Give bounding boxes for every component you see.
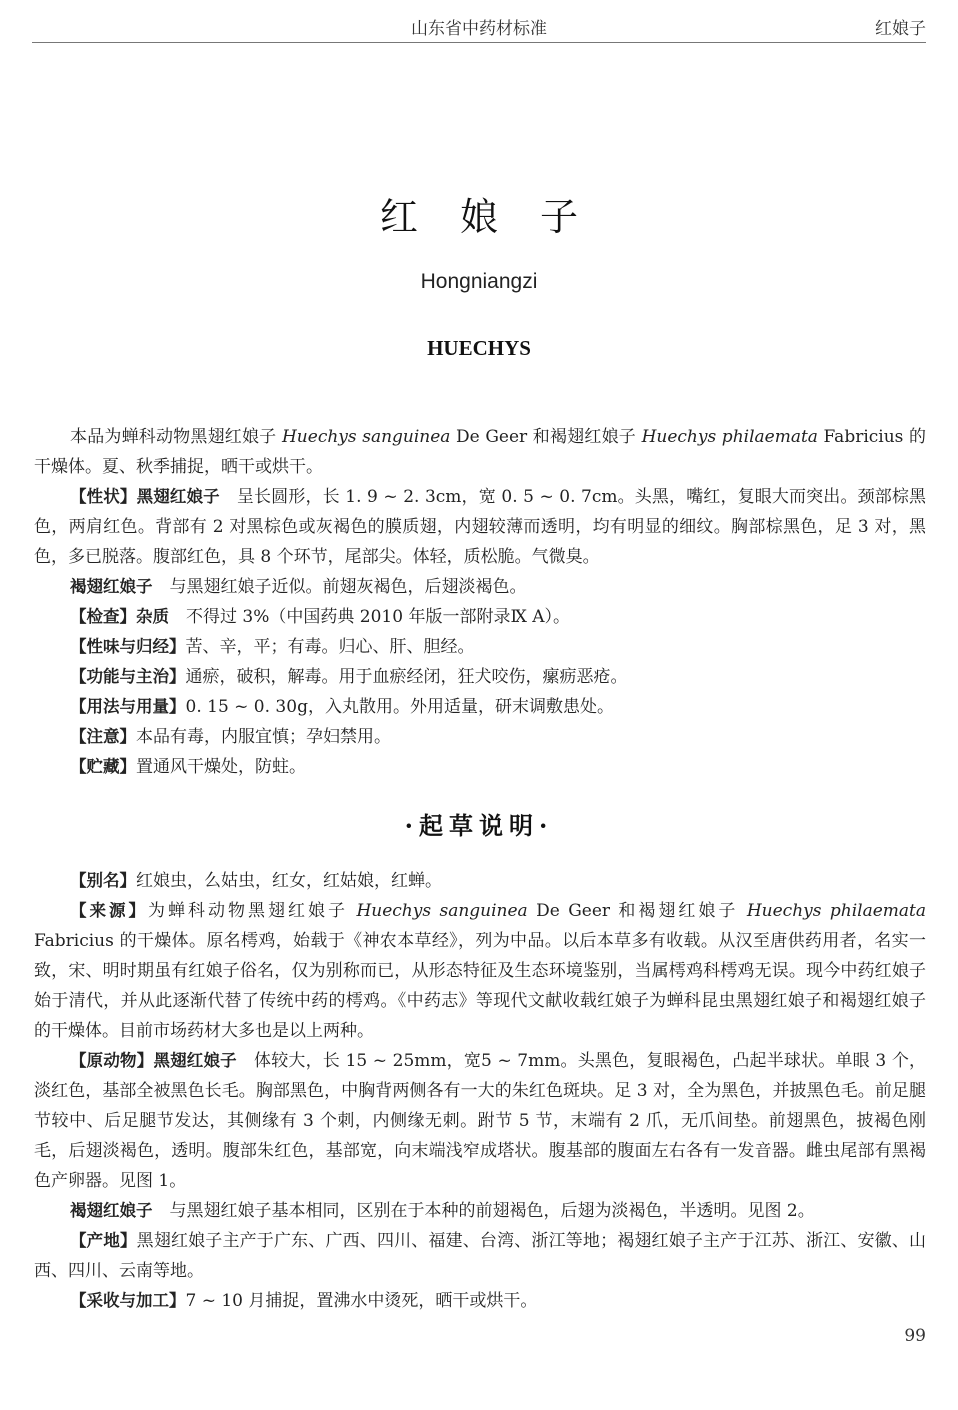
section-text: 0. 15 ~ 0. 30g，入丸散用。外用适量，研末调敷患处。 [185, 697, 614, 717]
section-text: 7 ~ 10 月捕捉，置沸水中烫死，晒干或烘干。 [185, 1291, 538, 1311]
species-name: Huechys philaemata [746, 901, 927, 921]
section-text: 红娘虫，么姑虫，红女，红姑娘，红蝉。 [136, 871, 442, 891]
paragraph-zhuyi [34, 722, 926, 752]
page-title-chinese: 红娘子 [379, 195, 620, 239]
section-label: 【原动物】 [70, 1051, 154, 1070]
paragraph-xingwei [34, 632, 926, 662]
paragraph-hechi-detail [34, 1196, 926, 1226]
section-text: 呈长圆形，长 1. 9 ~ 2. 3cm，宽 0. 5 ~ 0. 7cm。头黑，嘴红，复眼大而突出。颈部棕黑色，两肩红色。背部有 2 对黑棕色或灰褐色的膜质翅，内翅较薄而透明，均有明显的细纹。胸部棕黑色，足 3 对，黑色，多已脱落。腹部红色，具 8 个环节，尾部尖。体轻，质松脆。气微臭。 [34, 487, 927, 567]
paragraph-xingzhuang [34, 482, 926, 572]
section-title: ·起草说明· [404, 811, 554, 840]
section-text: 通瘀，破积，解毒。用于血瘀经闭，狂犬咬伤，瘰疬恶疮。 [185, 667, 628, 687]
paragraph-yuandongwu [34, 1046, 926, 1196]
paragraph-intro [34, 422, 926, 482]
page-title-pinyin: Hongniangzi [420, 270, 538, 293]
section-text: 体较大，长 15 ~ 25mm，宽5 ~ 7mm。头黑色，复眼褐色，凸起半球状。单眼 3 个，淡红色，基部全被黑色长毛。胸部黑色，中胸背两侧各有一大的朱红色斑块。足 3 对，全为黑色，并披黑色毛。前足腿节较中、后足腿节发达，其侧缘有 3 个刺，内侧缘无刺。跗节 5 节，末端有 2 爪，无爪间垫。前翅黑色，披褐色刚毛，后翅淡褐色，透明。腹部朱红色，基部宽，向末端浅窄成塔状。腹基部的腹面左右各有一发音器。雌虫尾部有黑褐色产卵器。见图 1。 [34, 1051, 927, 1191]
page-number: 99 [904, 1326, 926, 1346]
intro-text: De Geer 和褐翅红娘子 [450, 427, 642, 447]
section-text: 黑翅红娘子主产于广东、广西、四川、福建、台湾、浙江等地；褐翅红娘子主产于江苏、浙江、安徽、山西、四川、云南等地。 [34, 1231, 927, 1281]
paragraph-yongfa [34, 692, 926, 722]
sub-label: 黑翅红娘子 [153, 1051, 237, 1070]
section-text: 置通风干燥处，防蛀。 [136, 757, 306, 777]
section-label: 【来源】 [70, 901, 149, 920]
section-label: 【检查】 [70, 607, 136, 626]
sub-label: 褐翅红娘子 [70, 577, 153, 596]
section-text: 本品有毒，内服宜慎；孕妇禁用。 [136, 727, 391, 747]
paragraph-laiyuan [34, 896, 926, 1046]
section-label: 【性状】 [70, 487, 137, 506]
section-label: 【注意】 [70, 727, 136, 746]
species-name: Huechys sanguinea [281, 427, 451, 447]
section-text: 不得过 3%（中国药典 2010 年版一部附录Ⅸ A）。 [169, 607, 571, 627]
sub-label: 杂质 [136, 607, 169, 626]
section-text: 与黑翅红娘子近似。前翅灰褐色，后翅淡褐色。 [152, 577, 527, 597]
section-label: 【功能与主治】 [70, 667, 186, 686]
paragraph-gongneng [34, 662, 926, 692]
section-text: 为蝉科动物黑翅红娘子 [148, 901, 357, 921]
section-label: 【产地】 [70, 1231, 137, 1250]
intro-text: 本品为蝉科动物黑翅红娘子 [70, 427, 282, 447]
running-header-section: 红娘子 [875, 19, 926, 39]
section-text: 与黑翅红娘子基本相同，区别在于本种的前翅褐色，后翅为淡褐色，半透明。见图 2。 [152, 1201, 815, 1221]
section-text: 苦、辛，平；有毒。归心、肝、胆经。 [185, 637, 475, 657]
section-label: 【贮藏】 [70, 757, 136, 776]
paragraph-hechi [34, 572, 926, 602]
section-text: Fabricius 的干燥体。原名樗鸡，始载于《神农本草经》，列为中品。以后本草多有收载。从汉至唐供药用者，名实一致，宋、明时期虽有红娘子俗名，仅为别称而已，从形态特征及生态环境鉴别，当属樗鸡科樗鸡无误。现今中药红娘子始于清代，并从此逐渐代替了传统中药的樗鸡。《中药志》等现代文献收载红娘子为蝉科昆虫黑翅红娘子和褐翅红娘子的干燥体。目前市场药材大多也是以上两种。 [34, 931, 926, 1041]
paragraph-jiancha [34, 602, 926, 632]
section-text: De Geer 和褐翅红娘子 [527, 901, 747, 921]
paragraph-zhucang [34, 752, 926, 782]
sub-label: 黑翅红娘子 [136, 487, 220, 506]
running-header-title: 山东省中药材标准 [411, 19, 547, 39]
paragraph-chandi [34, 1226, 926, 1286]
species-name: Huechys sanguinea [356, 901, 528, 921]
paragraph-bieming [34, 866, 926, 896]
section-label: 【性味与归经】 [70, 637, 186, 656]
section-label: 【采收与加工】 [70, 1291, 186, 1310]
page-title-latin: HUECHYS [427, 336, 531, 360]
drafting-notes-body [34, 866, 926, 1316]
species-name: Huechys philaemata [641, 427, 818, 447]
header-rule [32, 42, 926, 43]
intro-text: Fabricius 的干燥体。夏、秋季捕捉，晒干或烘干。 [34, 427, 926, 477]
section-label: 【别名】 [70, 871, 136, 890]
monograph-body [34, 422, 926, 782]
sub-label: 褐翅红娘子 [70, 1201, 153, 1220]
paragraph-caishou [34, 1286, 926, 1316]
section-label: 【用法与用量】 [70, 697, 186, 716]
